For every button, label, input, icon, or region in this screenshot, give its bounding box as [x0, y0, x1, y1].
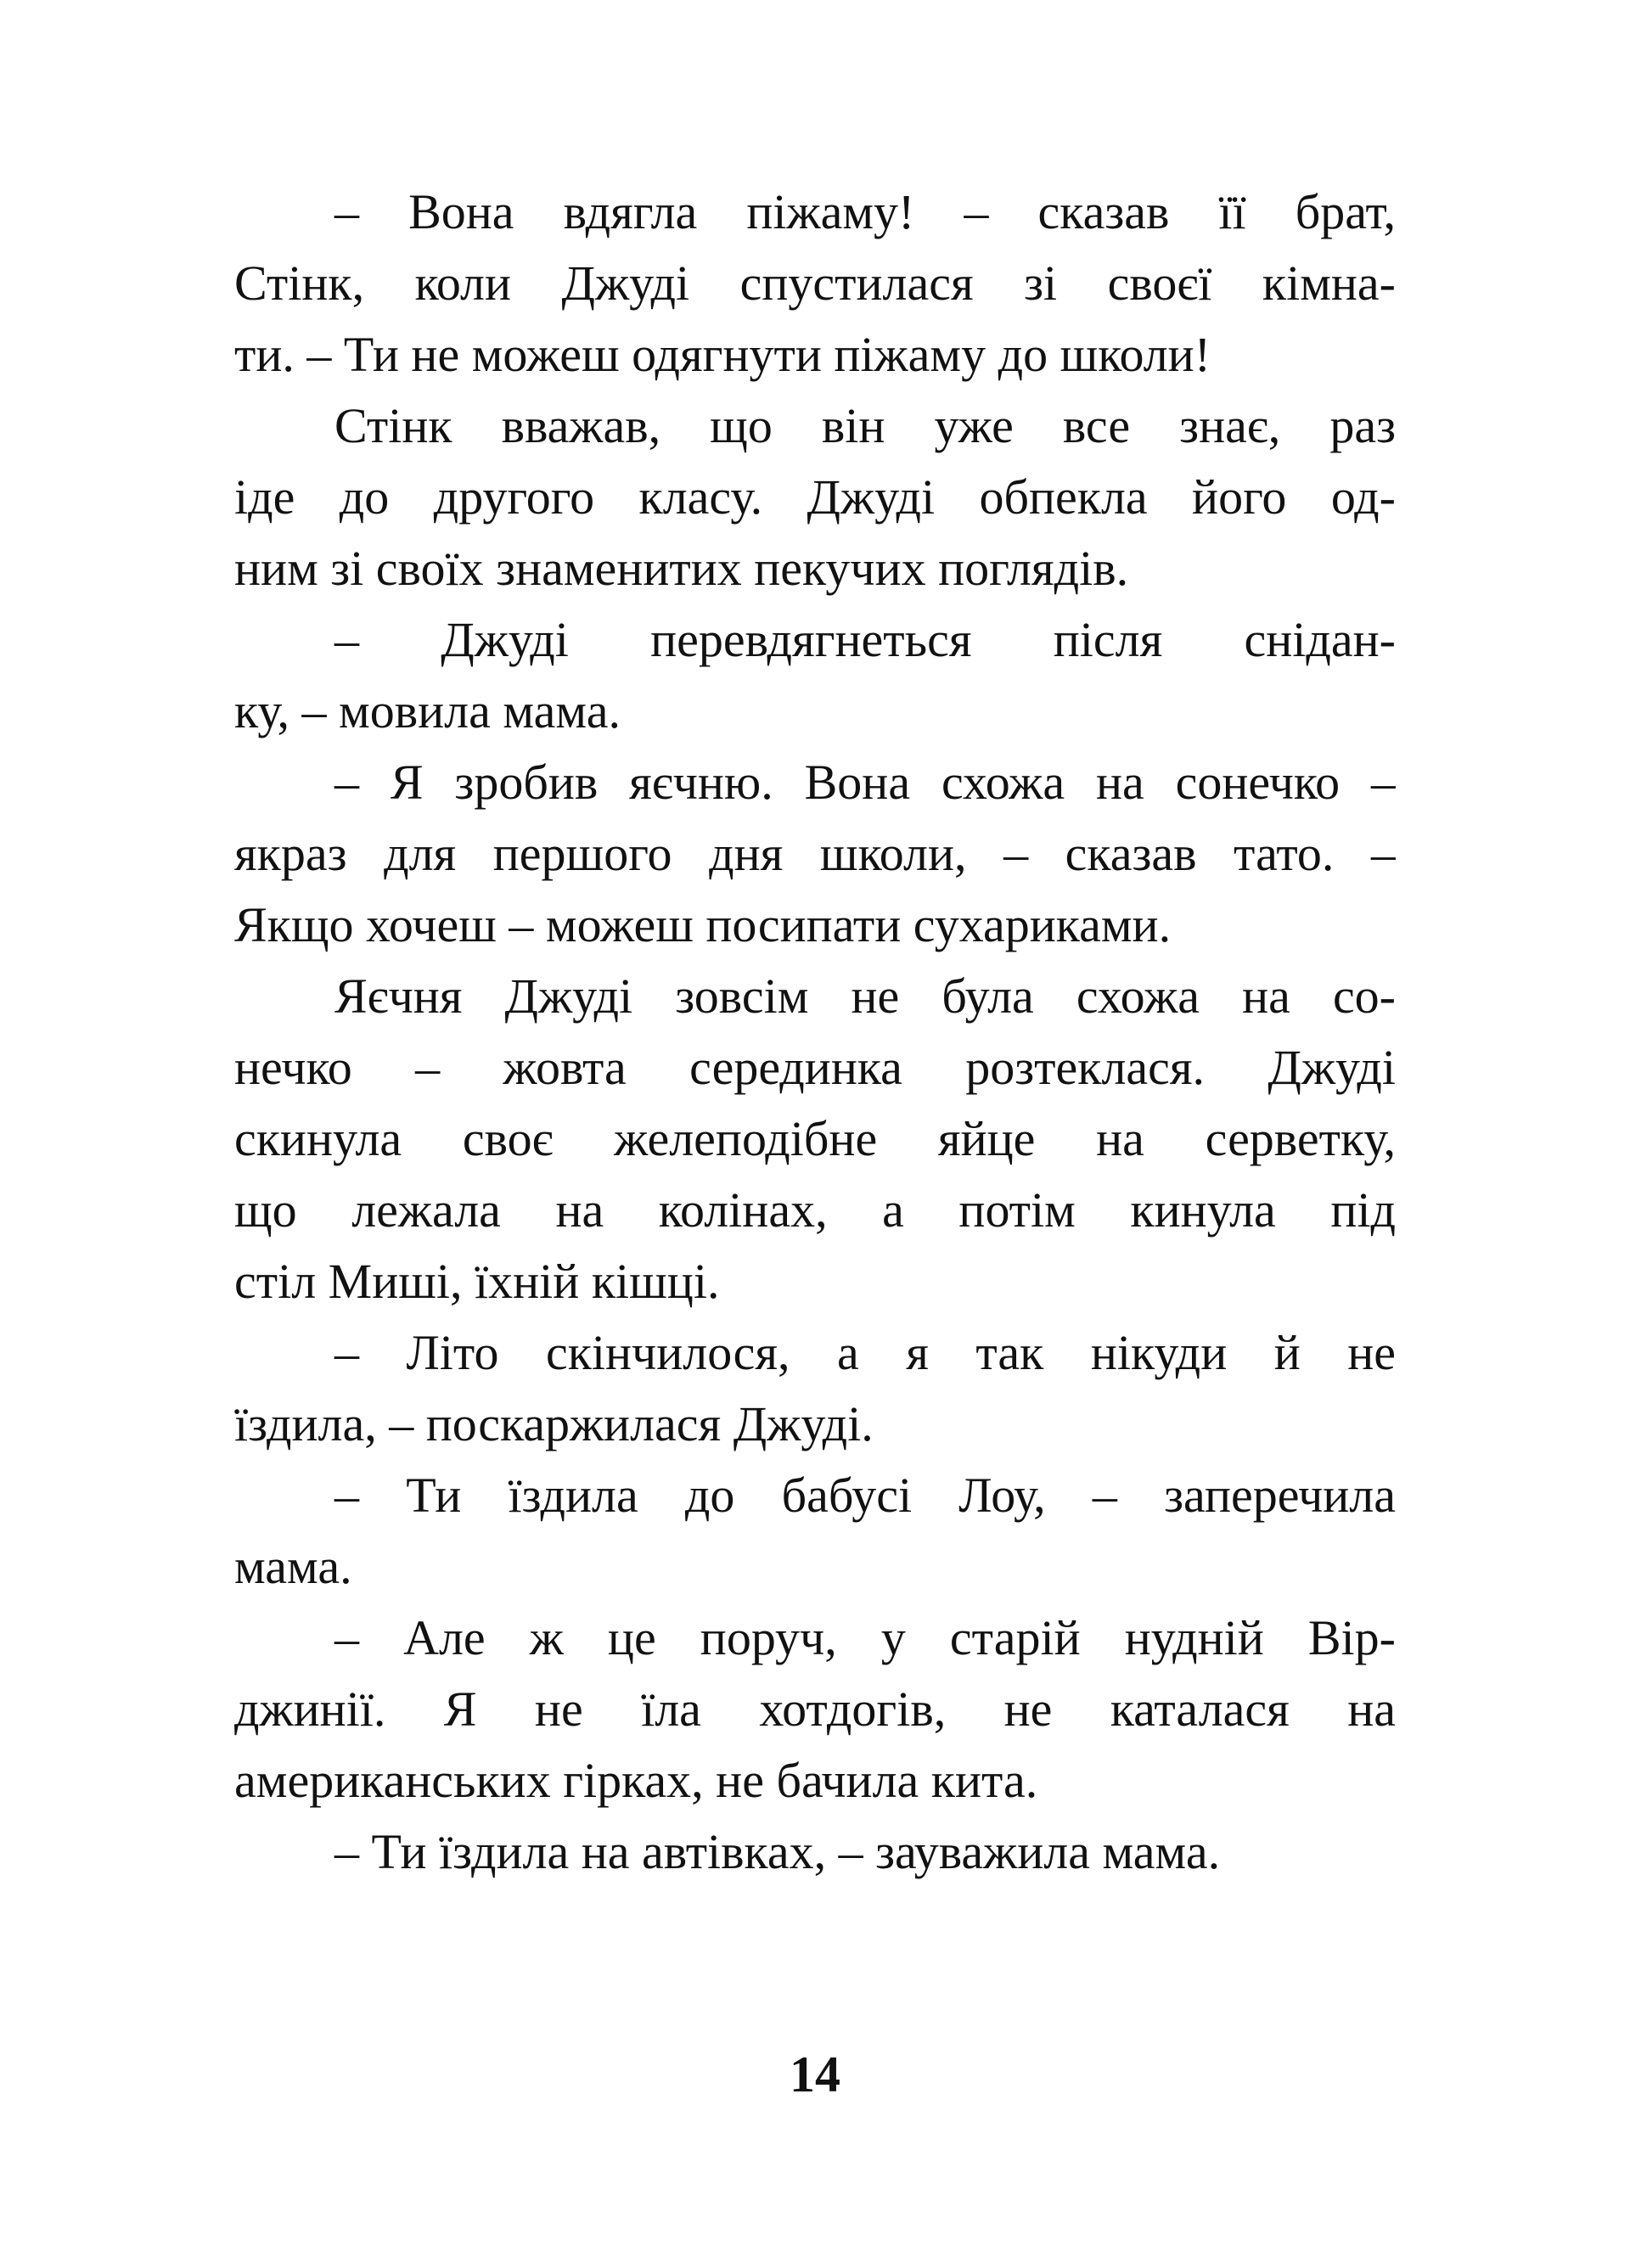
text-line: якраз для першого дня школи, – сказав тато. – [234, 826, 1396, 881]
text-line: скинула своє желеподібне яйце на серветку, [234, 1111, 1396, 1166]
paragraph [234, 961, 1396, 1317]
text-line: ти. – Ти не можеш одягнути піжаму до школи! [234, 327, 1211, 382]
page-body-text [234, 177, 1396, 1888]
text-line: – Літо скінчилося, а я так нікуди й не [334, 1325, 1396, 1380]
paragraph [234, 390, 1396, 604]
text-line: іде до другого класу. Джуді обпекла його од- [234, 469, 1396, 525]
paragraph [234, 747, 1396, 961]
text-line: нечко – жовта серединка розтеклася. Джуді [234, 1040, 1396, 1095]
paragraph [234, 177, 1396, 390]
paragraph [234, 1317, 1396, 1460]
text-line: джинії. Я не їла хотдогів, не каталася на [234, 1681, 1396, 1737]
text-line: – Ти їздила на автівках, – зауважила мама. [334, 1824, 1221, 1879]
text-line: ним зі своїх знаменитих пекучих поглядів. [234, 541, 1129, 596]
paragraph [234, 604, 1396, 747]
paragraph [234, 1603, 1396, 1816]
text-line: Яєчня Джуді зовсім не була схожа на со- [334, 968, 1396, 1024]
text-line: – Джуді перевдягнеться після снідан- [334, 612, 1396, 667]
text-line: стіл Миші, їхній кішці. [234, 1254, 720, 1309]
paragraph [234, 1816, 1396, 1888]
text-line: – Ти їздила до бабусі Лоу, – заперечила [334, 1468, 1396, 1523]
text-line: що лежала на колінах, а потім кинула під [234, 1182, 1396, 1238]
paragraph [234, 1460, 1396, 1603]
text-line: їздила, – поскаржилася Джуді. [234, 1396, 874, 1451]
text-line: мама. [234, 1539, 352, 1594]
text-line: Стінк, коли Джуді спустилася зі своєї кімна- [234, 255, 1396, 311]
text-line: – Я зробив яєчню. Вона схожа на сонечко – [334, 755, 1396, 810]
text-line: – Вона вдягла піжаму! – сказав її брат, [334, 184, 1396, 239]
text-line: ку, – мовила мама. [234, 683, 621, 738]
text-line: Стінк вважав, що він уже все знає, раз [334, 398, 1396, 453]
text-line: – Але ж це поруч, у старій нудній Вір- [334, 1610, 1396, 1665]
text-line: Якщо хочеш – можеш посипати сухариками. [234, 897, 1172, 952]
page-number: 14 [790, 2046, 840, 2102]
text-line: американських гірках, не бачила кита. [234, 1753, 1038, 1808]
